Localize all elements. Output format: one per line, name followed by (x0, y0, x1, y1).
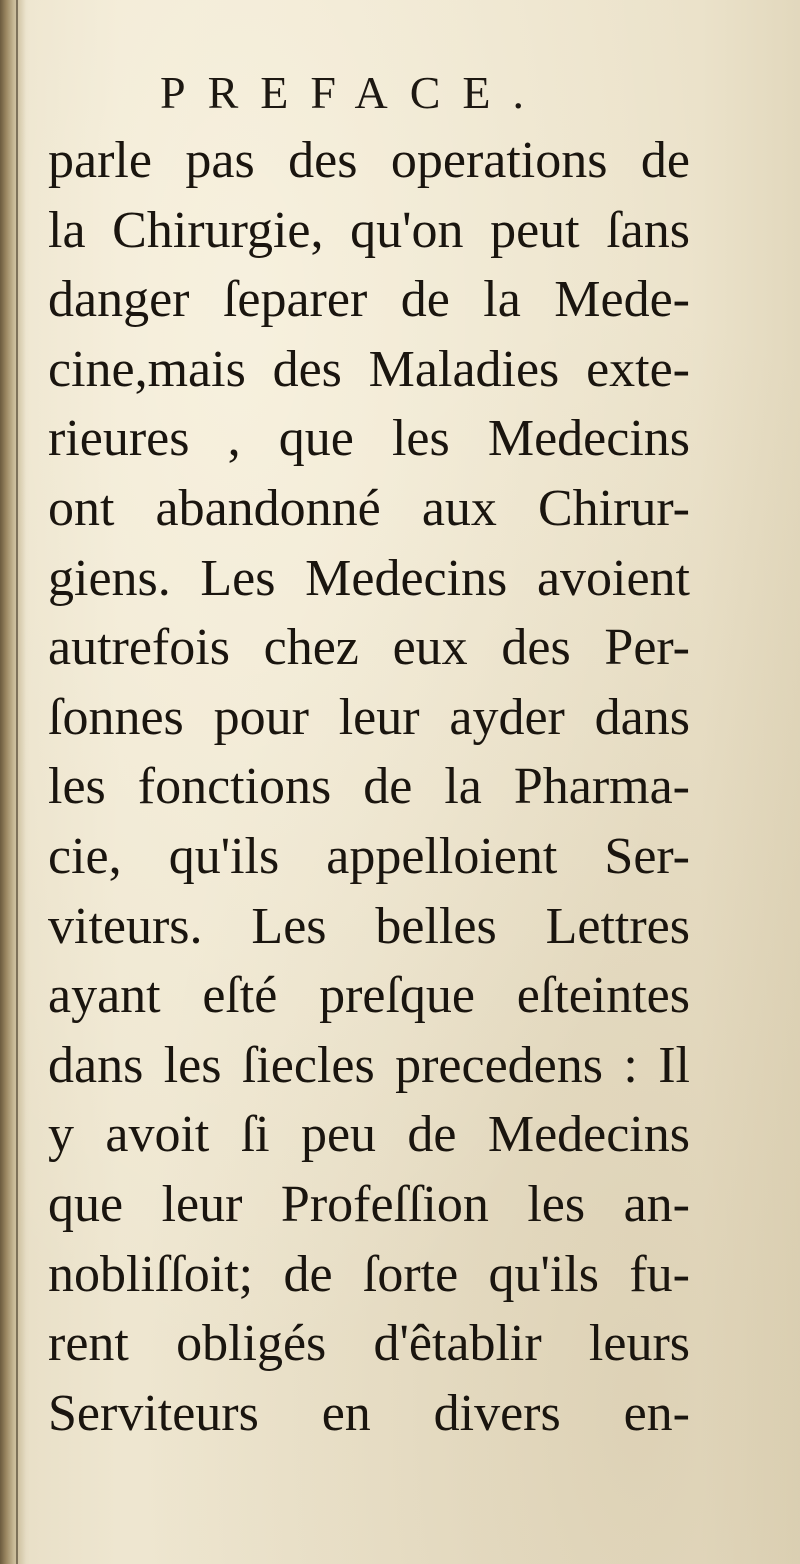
text-line: y avoit ſi peu de Medecins (48, 1106, 690, 1164)
text-line: giens. Les Medecins avoient (48, 549, 690, 607)
text-line: nobliſſoit; de ſorte qu'ils fu- (48, 1245, 690, 1303)
text-line: parle pas des operations de (48, 132, 690, 189)
text-line: danger ſeparer de la Mede- (48, 271, 690, 329)
text-line: ayant eſté preſque eſteintes (48, 967, 690, 1025)
text-line: ſonnes pour leur ayder dans (48, 688, 690, 746)
text-line: les fonctions de la Pharma- (48, 758, 690, 816)
running-head: PREFACE. (160, 67, 547, 118)
text-line: autrefois chez eux des Per- (48, 619, 690, 677)
text-line: dans les ſiecles precedens : Il (48, 1036, 690, 1094)
page-gutter (0, 0, 26, 1564)
binding-edge (16, 0, 18, 1564)
text-line: rent obligés d'êtablir leurs (48, 1315, 690, 1373)
text-line: rieures , que les Medecins (48, 410, 690, 468)
text-line: cie, qu'ils appelloient Ser- (48, 827, 690, 885)
text-line: ont abandonné aux Chirur- (48, 479, 690, 537)
text-line: la Chirurgie, qu'on peut ſans (48, 201, 690, 259)
text-line: viteurs. Les belles Lettres (48, 897, 690, 955)
body-text (48, 126, 690, 1448)
text-line: que leur Profeſſion les an- (48, 1175, 690, 1233)
text-line: cine,mais des Maladies exte- (48, 340, 690, 398)
text-line: Serviteurs en divers en- (48, 1384, 690, 1442)
